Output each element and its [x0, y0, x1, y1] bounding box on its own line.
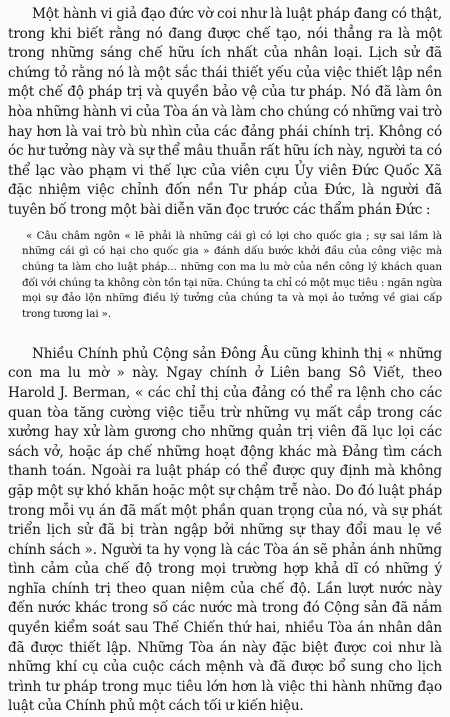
paragraph-gap: [8, 323, 442, 345]
block-quote-nazi-speech: « Câu châm ngôn « lẽ phải là những cái gì có lợi cho quốc gia ; sự sai lầm là những cái gì có hại cho quốc gia » đánh dấu bước khởi đầu của công việc mà chúng ta làm cho luật pháp... những con ma lu mờ của nền công lý khách quan đối với chúng ta không còn tồn tại nữa. Chúng ta chỉ có một mục tiêu : ngăn ngừa mọi sự đảo lộn những điều lý tưởng của chúng ta và mọi ảo tưởng về giai cấp trong tương lai ».: [22, 229, 442, 321]
paragraph-illusion-of-law: Một hành vi giả đạo đức vờ coi như là luật pháp đang có thật, trong khi biết rằng nó đang được chế tạo, nói thẳng ra là một trong những sáng chế hữu ích nhất của nhân loại. Lịch sử đã chứng tỏ rằng nó là một sắc thái thiết yếu của việc thiết lập nền một chế độ pháp trị và quyền bảo vệ của tư pháp. Nó đã làm ôn hòa những hành vi của Tòa án và làm cho chúng có những vai trò hay hơn là vai trò bù nhìn của các đảng phái chính trị. Không có óc hư tưởng này và sự thể mâu thuẫn rất hữu ích này, người ta có thể lạc vào phạm vi thế lực của viên cựu Ủy viên Đức Quốc Xã đặc nhiệm việc chỉnh đốn nền Tư pháp của Đức, là người đã tuyên bố trong một bài diễn văn đọc trước các thẩm phán Đức :: [8, 6, 442, 218]
paragraph-communist-courts: Nhiều Chính phủ Cộng sản Đông Âu cũng khinh thị « những con ma lu mờ » này. Ngay chính ở Liên bang Sô Viết, theo Harold J. Berman, « các chỉ thị của đảng có thể ra lệnh cho các quan tòa tăng cường việc tiễu trừ những vụ mất cắp trong các xưởng hay xử làm gương cho những quản trị viên đã lục lọi các sách vở, hoặc áp chế những hoạt động khác mà Đảng tìm cách thanh toán. Ngoài ra luật pháp có thể được quy định mà không gặp một sự khó khăn hoặc một sự chậm trễ nào. Do đó luật pháp trong mỗi vụ án đã mất một phần quan trọng của nó, và sự phát triển lịch sử đã bị tràn ngập bởi những sự thay đổi mau lẹ về chính sách ». Người ta hy vọng là các Tòa án sẽ phản ánh những tình cảm của chế độ trong mọi trường hợp khả dĩ có những ý nghĩa chính trị theo quan niệm của chế độ. Lần lượt nước này đến nước khác trong số các nước mà trong đó Cộng sản đã nắm quyền kiểm soát sau Thế Chiến thứ hai, nhiều Tòa án nhân dân đã được thiết lập. Những Tòa án này đặc biệt được coi như là những khí cụ của cuộc cách mệnh và đã được bổ sung cho lịch trình tư pháp trong mục tiêu lớn hơn là việc thi hành những đạo luật của Chính phủ một cách tối ư kiến hiệu.: [8, 345, 442, 715]
